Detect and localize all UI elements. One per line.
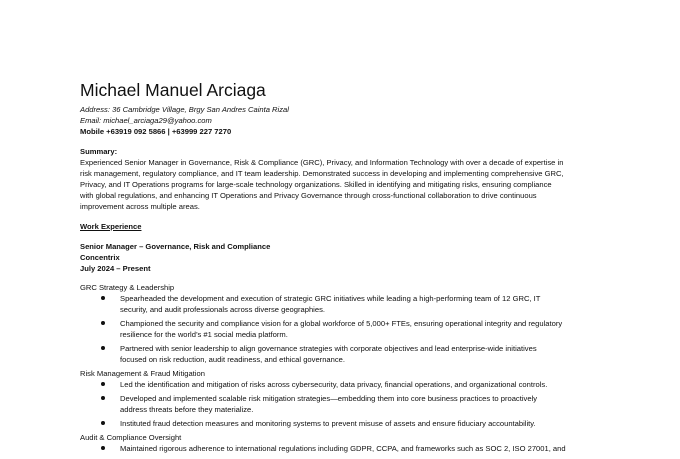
summary-heading: Summary: [80, 147, 118, 156]
bullet-text: Spearheaded the development and execution of strategic GRC initiatives while leading a high-performing team of 12 GRC, IT [120, 294, 541, 303]
bullet-text: security, and audit professionals across diverse geographies. [120, 305, 326, 314]
bullet-text: Developed and implemented scalable risk mitigation strategies—embedding them into core business practices to proactively [120, 394, 538, 403]
bullet-text: Championed the security and compliance vision for a global workforce of 5,000+ FTEs, ensuring operational integrity and regulatory [120, 319, 563, 328]
bullet-list [80, 379, 600, 429]
bullet-text: focused on risk reduction, audit readiness, and ethical governance. [120, 355, 345, 364]
list-item [80, 379, 600, 390]
summary-line: Experienced Senior Manager in Governance, Risk & Compliance (GRC), Privacy, and Information Technology with over a decade of expertise in [80, 158, 564, 167]
bullet-text: Led the identification and mitigation of risks across cybersecurity, data privacy, financial operations, and organizational controls. [120, 380, 548, 389]
bullet-list [80, 443, 600, 454]
mobile-line: Mobile +63919 092 5866 | +63999 227 7270 [80, 127, 232, 136]
list-item [80, 443, 600, 454]
bullet-icon [101, 382, 105, 386]
section-label-risk: Risk Management & Fraud Mitigation [80, 369, 205, 378]
candidate-name: Michael Manuel Arciaga [80, 80, 266, 100]
bullet-icon [101, 396, 105, 400]
bullet-icon [101, 421, 105, 425]
list-item [80, 418, 600, 429]
resume-page [80, 80, 600, 457]
summary-line: Privacy, and IT Operations programs for large-scale technology organizations. Skilled in identifying and mitigating risks, ensuring compliance [80, 180, 552, 189]
job-title: Senior Manager – Governance, Risk and Compliance [80, 242, 271, 251]
bullet-text: resilience for the world’s #1 social media platform. [120, 330, 288, 339]
bullet-text: Instituted fraud detection measures and monitoring systems to prevent misuse of assets and ensure fiduciary accountability. [120, 419, 536, 428]
job-dates: July 2024 – Present [80, 264, 151, 273]
bullet-icon [101, 446, 105, 450]
list-item [80, 343, 600, 365]
summary-line: with global regulations, and enhancing IT Operations and Privacy Governance through cross-functional collaboration to drive continuous [80, 191, 537, 200]
section-label-audit: Audit & Compliance Oversight [80, 433, 182, 442]
bullet-text: address threats before they materialize. [120, 405, 254, 414]
bullet-list [80, 293, 600, 365]
bullet-icon [101, 296, 105, 300]
bullet-icon [101, 346, 105, 350]
list-item [80, 318, 600, 340]
summary-text [80, 157, 600, 212]
summary-line: risk management, regulatory compliance, and IT team leadership. Demonstrated success in developing and implementing comprehensive GRC, [80, 169, 564, 178]
summary-line: improvement across multiple areas. [80, 202, 200, 211]
job-company: Concentrix [80, 253, 120, 262]
email-line: Email: michael_arciaga29@yahoo.com [80, 116, 212, 125]
section-label-grc: GRC Strategy & Leadership [80, 283, 175, 292]
bullet-text: Maintained rigorous adherence to international regulations including GDPR, CCPA, and frameworks such as SOC 2, ISO 27001, and [120, 444, 566, 453]
address-line: Address: 36 Cambridge Village, Brgy San Andres Cainta Rizal [80, 105, 289, 114]
bullet-icon [101, 321, 105, 325]
list-item [80, 293, 600, 315]
work-experience-heading: Work Experience [80, 222, 142, 231]
list-item [80, 393, 600, 415]
bullet-text: Partnered with senior leadership to align governance strategies with corporate objectives and lead enterprise-wide initiatives [120, 344, 537, 353]
